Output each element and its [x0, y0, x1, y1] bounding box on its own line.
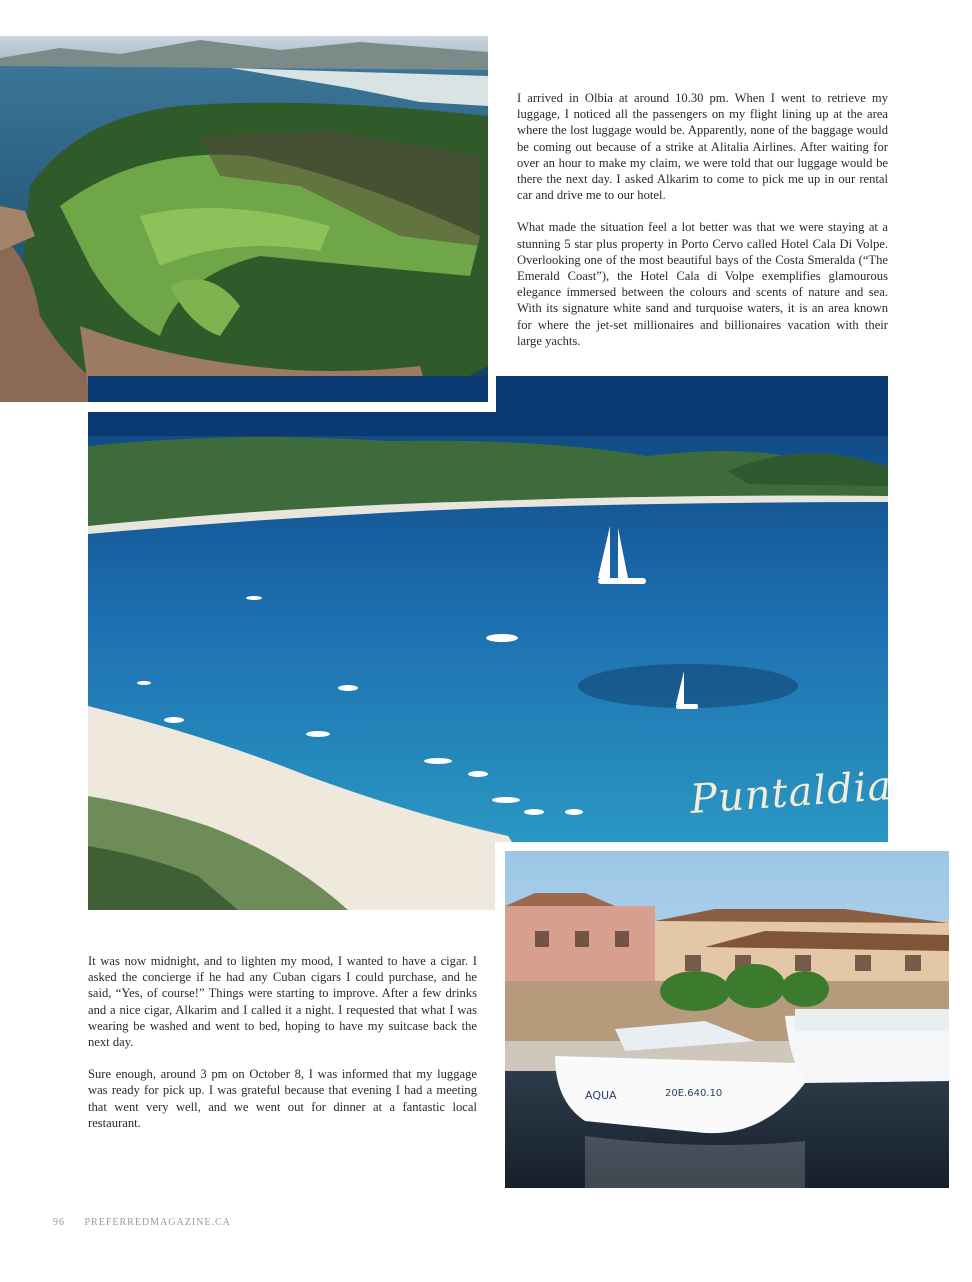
paragraph: I arrived in Olbia at around 10.30 pm. When I went to retrieve my luggage, I noticed all the passengers on my flight lining up at the area where the lost luggage would be. Apparently, none of the baggage would be coming out because of a strike at Alitalia Airlines. After waiting for over an hour to make my claim, we were told that our luggage would be there the next day. I asked Alkarim to come to pick me up in our rental car and drive me to our hotel. [517, 91, 888, 203]
marina-photo [505, 851, 949, 1188]
page-number: 96 [53, 1217, 65, 1228]
paragraph: It was now midnight, and to lighten my mood, I wanted to have a cigar. I asked the concierge if he had any Cuban cigars I could purchase, and he said, “Yes, of course!” Things were starting to improve. After a few drinks and a nice cigar, Alkarim and I called it a night. I requested that what I was wearing be washed and went to bed, hoping to have my suitcase back the next day. [88, 954, 477, 1050]
photo-caption: Puntaldia [688, 762, 894, 824]
paragraph: What made the situation feel a lot better was that we were staying at a stunning 5 star plus property in Porto Cervo called Hotel Cala Di Volpe. Overlooking one of the most beautiful bays of the Costa Smeralda (“The Emerald Coast”), the Hotel Cala di Volpe exemplifies glamourous elegance immersed between the colours and scents of nature and sea. With its signature white sand and turquoise waters, it is an area known for where the jet-set millionaires and billionaires vacation with their large yachts. [517, 220, 888, 348]
photo-frame [495, 842, 505, 910]
aerial-golf-photo [0, 36, 488, 402]
boat-name-text: AQUA [585, 1089, 617, 1102]
paragraph: Sure enough, around 3 pm on October 8, I was informed that my luggage was ready for pick up. I was grateful because that evening I had a meeting that went very well, and we went out for dinner at a fantastic local restaurant. [88, 1067, 477, 1130]
photo-frame [488, 376, 496, 412]
page-footer [53, 1217, 231, 1228]
photo-frame [495, 842, 895, 851]
beach-bay-photo [88, 376, 888, 910]
footer-site: PREFERREDMAGAZINE.CA [84, 1217, 231, 1228]
photo-frame [0, 402, 496, 412]
article-text-top [517, 90, 888, 365]
boat-reg-text: 20E.640.10 [665, 1088, 723, 1099]
article-text-bottom [88, 953, 477, 1147]
